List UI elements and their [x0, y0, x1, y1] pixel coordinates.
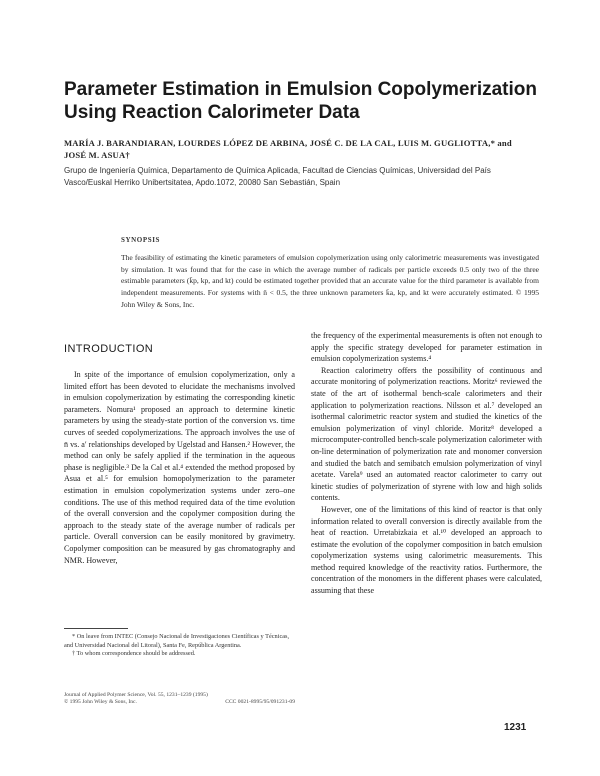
synopsis-text: The feasibility of estimating the kinetic parameters of emulsion copolymerization using only calorimetric measurements was investigated by simulation. It was found that for the case in which the average number of radicals per particle exceeds 0.5 only two of the three estimable parameters (k̄p, kp, and kt) could be estimated together provided that an accurate value for the third parameter is available from independent measurements. For systems with n̄ < 0.5, the three unknown parameters k̄a, kp, and kt were accurately estimated. © 1995 John Wiley & Sons, Inc.: [121, 253, 539, 309]
footnotes: [64, 633, 295, 659]
copyright-notice: © 1995 John Wiley & Sons, Inc.: [64, 699, 137, 705]
footnote-correspondence: † To whom correspondence should be addressed.: [72, 650, 196, 658]
footnote-leave: * On leave from INTEC (Consejo Nacional de Investigaciones Científicas y Técnicas, and Universidad Nacional del Litoral), Santa Fe, República Argentina.: [64, 633, 290, 649]
footnote-rule: [64, 628, 128, 629]
page-number: 1231: [504, 722, 527, 733]
author-list: MARÍA J. BARANDIARAN, LOURDES LÓPEZ DE ARBINA, JOSÉ C. DE LA CAL, LUIS M. GUGLIOTTA,* and JOSÉ M. ASUA†: [64, 138, 512, 160]
body-paragraph: In spite of the importance of emulsion copolymerization, only a limited effort has been devoted to elucidate the mechanisms involved in emulsion copolymerization by estimating the corresponding kinetic parameters. Nomura¹ proposed an approach to determine kinetic parameters by using the steady-state portion of the conversion vs. time curves of seeded copolymerizations. The approach involves the use of n̄ vs. a′ relationships developed by Ugelstad and Hansen.² However, the method can only be safely applied if the termination in the aqueous phase is negligible.³ De la Cal et al.⁴ extended the method proposed by Asua et al.⁵ for emulsion homopolymerization to the parameter estimation in emulsion copolymerization systems under zero–one conditions. The use of this method required data of the time evolution of the overall conversion and the copolymer composition during the approach to the steady state of the average number of radicals per particle. Overall conversion can be easily monitored by gravimetry. Copolymer composition can be measured by gas chromatography and NMR. However,: [64, 370, 295, 565]
introduction-heading: INTRODUCTION: [64, 343, 154, 355]
left-column: [64, 343, 295, 566]
affiliation: Grupo de Ingeniería Química, Departamento de Química Aplicada, Facultad de Ciencias Químicas, Universidad del País Vasco/Euskal Herriko Unibertsitatea, Apdo.1072, 20080 San Sebastián, Spain: [64, 166, 491, 187]
body-paragraph: the frequency of the experimental measurements is often not enough to apply the specific strategy developed for parameter estimation in emulsion copolymerization systems.⁴: [311, 331, 542, 364]
right-column: [311, 330, 542, 597]
ccc-code: CCC 0021-8995/95/091231-09: [225, 699, 295, 705]
article-title: Parameter Estimation in Emulsion Copolymerization Using Reaction Calorimeter Data: [64, 79, 537, 123]
body-paragraph: However, one of the limitations of this kind of reactor is that only information related to overall conversion is directly available from the heat of reaction. Urretabizkaia et al.¹⁰ developed an approach to estimate the evolution of the copolymer composition in batch emulsion copolymerization systems using calorimetric measurements. This method required knowledge of the reactivity ratios. Furthermore, the concentration of the monomers in the different phases were calculated, assuming that these: [311, 504, 542, 596]
body-paragraph: Reaction calorimetry offers the possibility of continuous and accurate monitoring of polymerization reactions. Moritz⁶ reviewed the state of the art of isothermal bench-scale calorimeters and their application to polymerization reactions. Nilsson et al.⁷ developed an isothermal calorimetric reactor system and studied the kinetics of the emulsion polymerization of vinyl chloride. Moritz⁸ developed a microcomputer-controlled bench-scale polymerization calorimeter with on-line determination of polymerization rate and monomer conversion and studied the batch and semibatch emulsion polymerization of vinyl acetate. Varela⁹ used an automated reactor calorimeter to carry out kinetic studies of polymerization of styrene with low and high solids contents.: [311, 365, 542, 503]
journal-info: [64, 692, 295, 706]
synopsis-heading: SYNOPSIS: [121, 236, 161, 244]
journal-citation: Journal of Applied Polymer Science, Vol. 55, 1231–1239 (1995): [64, 692, 208, 698]
